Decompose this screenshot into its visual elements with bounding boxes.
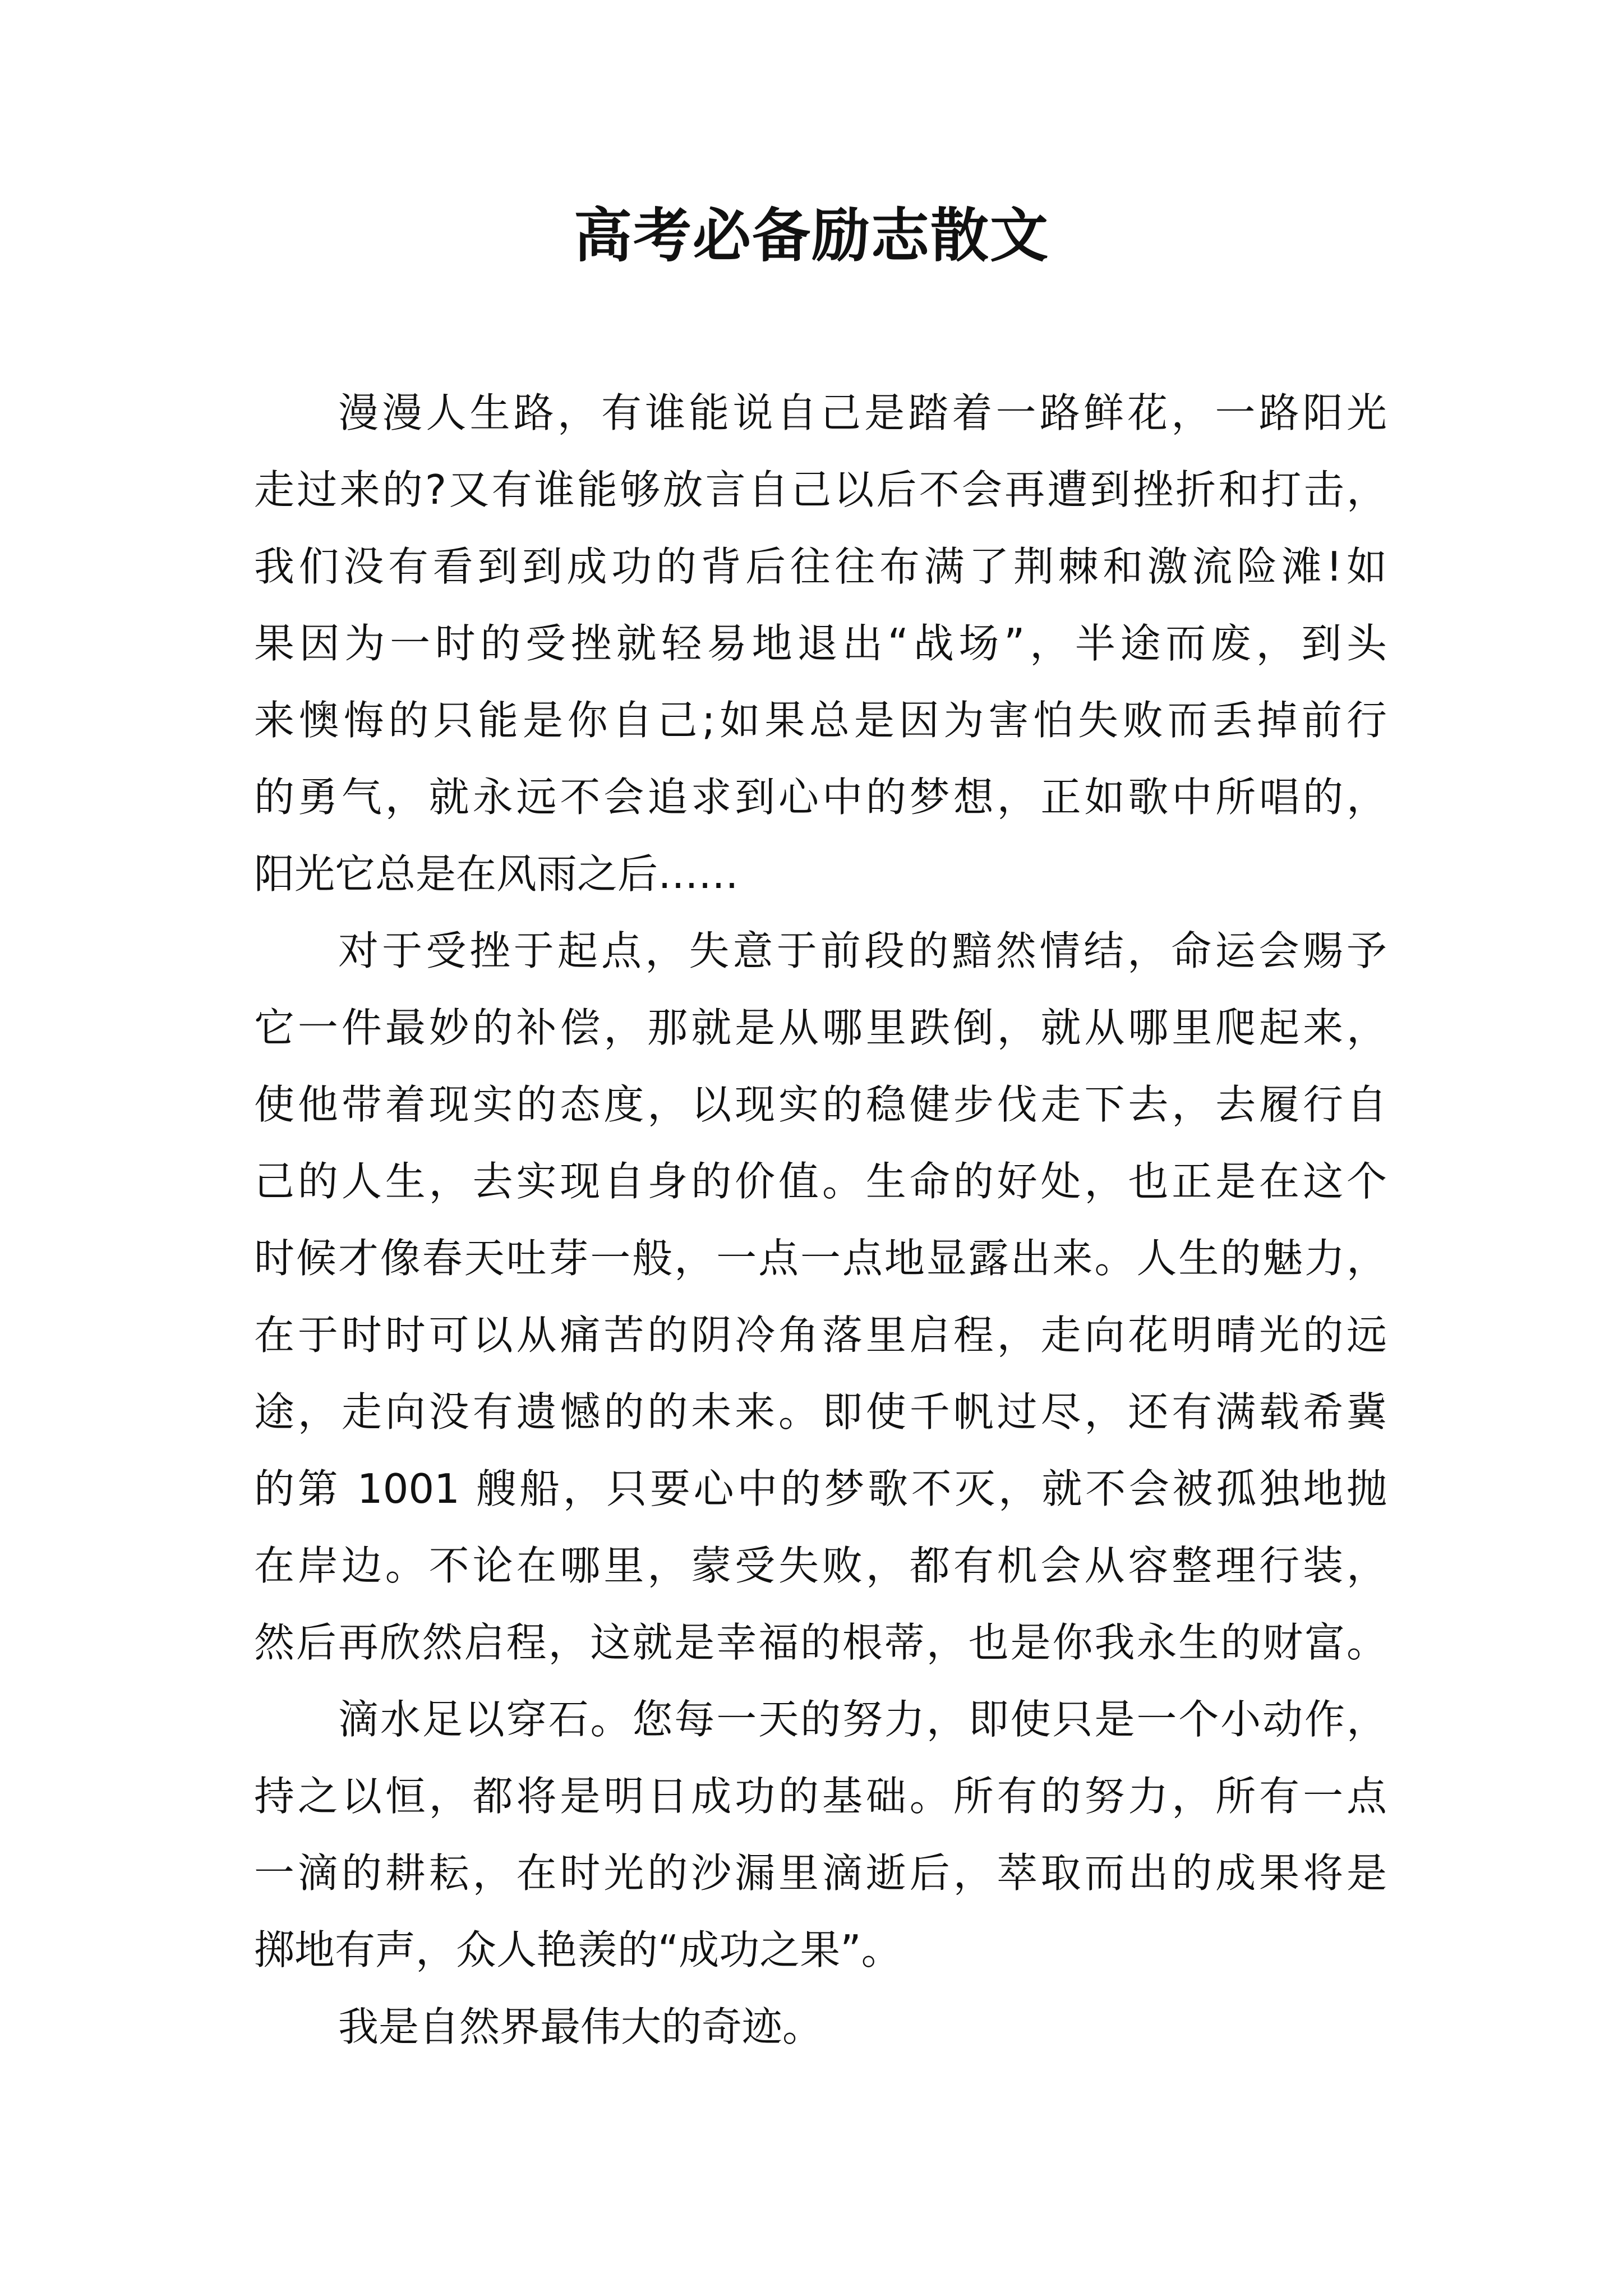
text-line: 它一件最妙的补偿，那就是从哪里跌倒，就从哪里爬起来， <box>254 1004 1387 1051</box>
text-line: 走过来的?又有谁能够放言自己以后不会再遭到挫折和打击， <box>254 466 1387 513</box>
text-line: 来懊悔的只能是你自己;如果总是因为害怕失败而丢掉前行 <box>254 697 1387 744</box>
text-line: 掷地有声，众人艳羡的“成功之果”。 <box>254 1926 902 1973</box>
paragraph-4 <box>254 1989 1387 2065</box>
paragraph-3 <box>254 1681 1387 1989</box>
text-line: 漫漫人生路，有谁能说自己是踏着一路鲜花，一路阳光 <box>338 389 1387 436</box>
text-line: 途，走向没有遗憾的的未来。即使千帆过尽，还有满载希冀 <box>254 1388 1387 1435</box>
text-line: 然后再欣然启程，这就是幸福的根蒂，也是你我永生的财富。 <box>254 1619 1387 1666</box>
document-title: 高考必备励志散文 <box>573 201 1049 270</box>
text-line: 滴水足以穿石。您每一天的努力，即使只是一个小动作， <box>338 1696 1387 1743</box>
text-line: 在岸边。不论在哪里，蒙受失败，都有机会从容整理行装， <box>254 1542 1387 1589</box>
text-line: 持之以恒，都将是明日成功的基础。所有的努力，所有一点 <box>254 1773 1387 1820</box>
text-line: 在于时时可以从痛苦的阴冷角落里启程，走向花明晴光的远 <box>254 1312 1387 1359</box>
text-line: 对于受挫于起点，失意于前段的黯然情结，命运会赐予 <box>338 927 1387 974</box>
paragraph-1 <box>254 375 1387 913</box>
text-line: 使他带着现实的态度，以现实的稳健步伐走下去，去履行自 <box>254 1081 1387 1128</box>
text-line: 的第 1001 艘船，只要心中的梦歌不灭，就不会被孤独地抛 <box>254 1465 1387 1512</box>
document-body <box>254 375 1387 2065</box>
text-line: 果因为一时的受挫就轻易地退出“战场”，半途而废，到头 <box>254 620 1387 667</box>
text-line: 我们没有看到到成功的背后往往布满了荆棘和激流险滩!如 <box>254 543 1387 590</box>
text-line: 我是自然界最伟大的奇迹。 <box>338 2003 823 2050</box>
paragraph-2 <box>254 913 1387 1681</box>
text-line: 己的人生，去实现自身的价值。生命的好处，也正是在这个 <box>254 1158 1387 1205</box>
text-line: 时候才像春天吐芽一般，一点一点地显露出来。人生的魅力， <box>254 1235 1387 1282</box>
text-line: 一滴的耕耘，在时光的沙漏里滴逝后，萃取而出的成果将是 <box>254 1849 1387 1897</box>
text-line: 阳光它总是在风雨之后…… <box>254 850 739 898</box>
text-line: 的勇气，就永远不会追求到心中的梦想，正如歌中所唱的， <box>254 774 1387 821</box>
